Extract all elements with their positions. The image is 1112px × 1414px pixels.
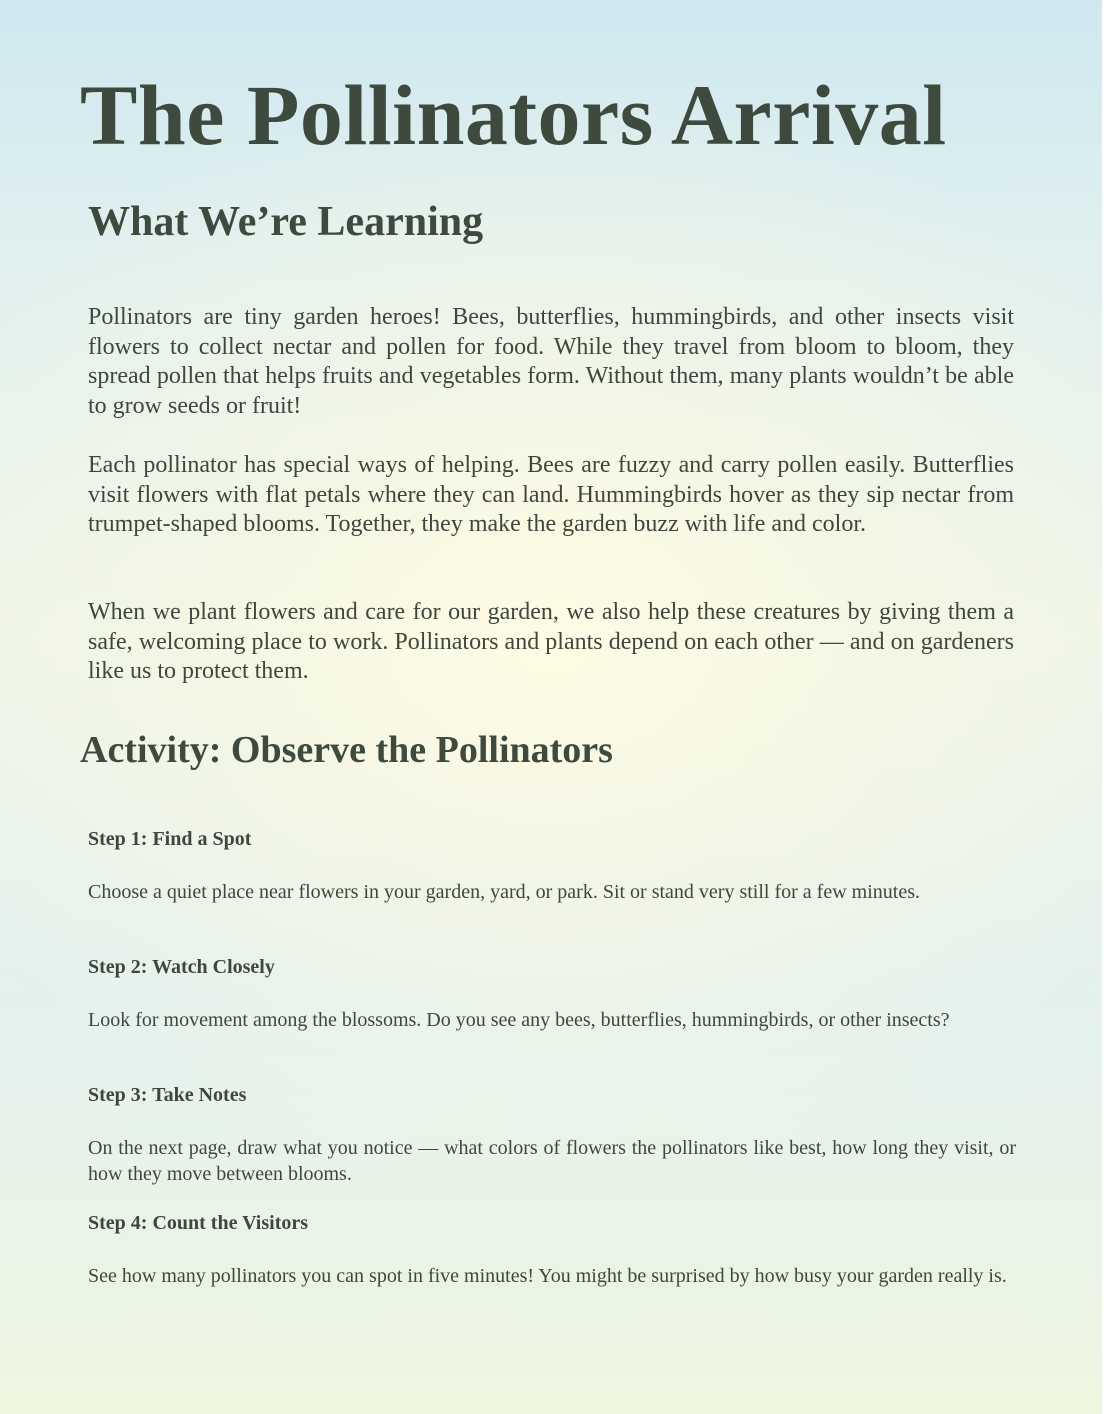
learning-heading: What We’re Learning (88, 199, 484, 245)
learning-paragraph-1: Pollinators are tiny garden heroes! Bees, butterflies, hummingbirds, and other insects visit flowers to collect nectar and pollen for food. While they travel from bloom to bloom, they spread pollen that helps fruits and vegetables form. Without them, many plants wouldn’t be able to grow seeds or fruit! (88, 304, 1014, 419)
step-1-title: Step 1: Find a Spot (88, 828, 252, 850)
step-2-body: Look for movement among the blossoms. Do you see any bees, butterflies, hummingbirds, or other insects? (88, 1009, 950, 1031)
step-2-title: Step 2: Watch Closely (88, 956, 275, 978)
step-4-title: Step 4: Count the Visitors (88, 1212, 309, 1234)
step-1-body: Choose a quiet place near flowers in your garden, yard, or park. Sit or stand very still for a few minutes. (88, 881, 920, 903)
learning-paragraph-3: When we plant flowers and care for our garden, we also help these creatures by giving them a safe, welcoming place to work. Pollinators and plants depend on each other — and on gardeners like us to protect them. (88, 599, 1014, 684)
activity-heading: Activity: Observe the Pollinators (80, 729, 613, 771)
step-3-body: On the next page, draw what you notice — what colors of flowers the pollinators like best, how long they visit, or how they move between blooms. (88, 1137, 1016, 1185)
learning-paragraph-2: Each pollinator has special ways of helping. Bees are fuzzy and carry pollen easily. Butterflies visit flowers with flat petals where they can land. Hummingbirds hover as they sip nectar from trumpet-shaped blooms. Together, they make the garden buzz with life and color. (88, 452, 1014, 537)
step-4-body: See how many pollinators you can spot in five minutes! You might be surprised by how busy your garden really is. (88, 1265, 1007, 1287)
step-3-title: Step 3: Take Notes (88, 1084, 247, 1106)
page-title: The Pollinators Arrival (80, 67, 947, 163)
